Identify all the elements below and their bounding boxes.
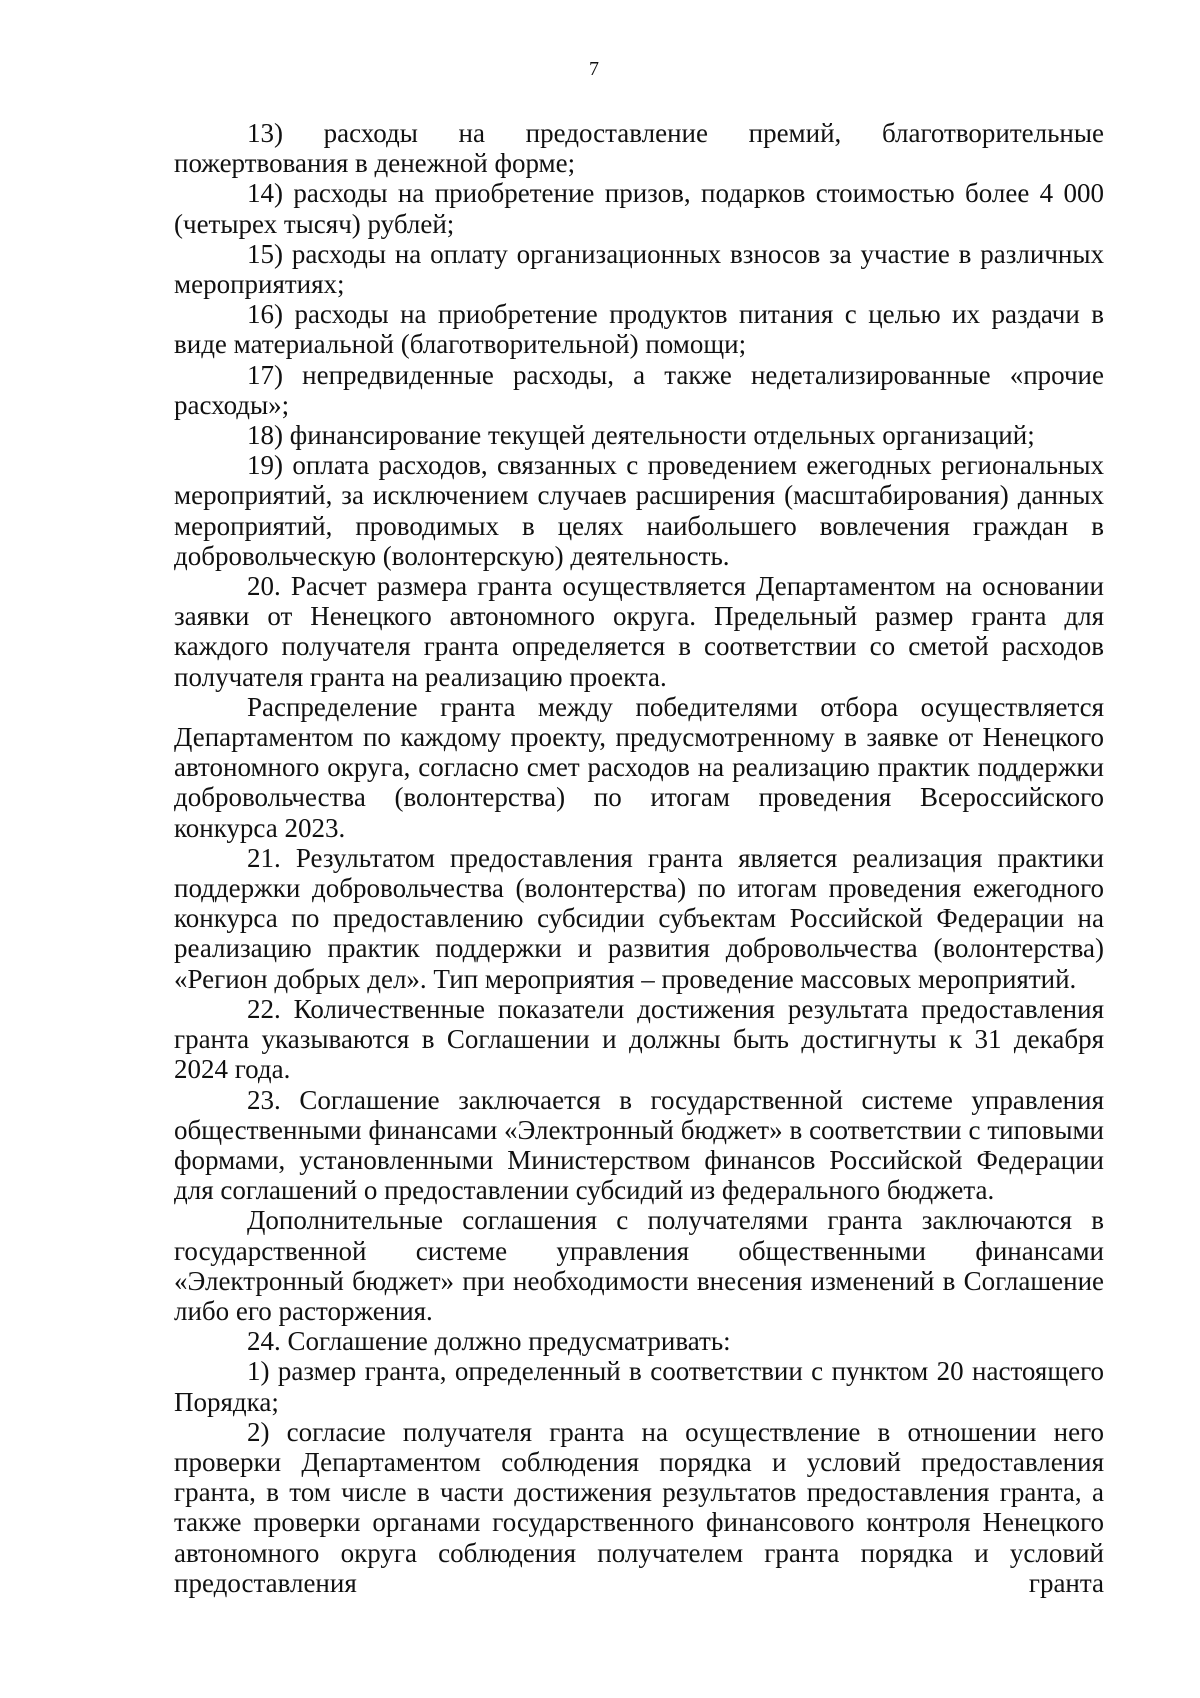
section-23: 23. Соглашение заключается в государственной системе управления общественными финансами «Электронный бюджет» в соответствии с типовыми формами, установленными Министерством финансов Российской Федерации для соглашений о предоставлении субсидий из федерального бюджета. [174, 1084, 1104, 1206]
section-20-distribution: Распределение гранта между победителями отбора осуществляется Департаментом по каждому проекту, предусмотренному в заявке от Ненецкого автономного округа, согласно смет расходов на реализацию практик поддержки добровольчества (волонтерства) по итогам проведения Всероссийского конкурса 2023. [174, 691, 1104, 843]
section-20: 20. Расчет размера гранта осуществляется Департаментом на основании заявки от Ненецкого автономного округа. Предельный размер гранта для каждого получателя гранта определяется в соответствии со сметой расходов получателя гранта на реализацию проекта. [174, 571, 1104, 692]
list-item-13: 13) расходы на предоставление премий, благотворительные пожертвования в денежной форме; [174, 118, 1104, 179]
section-23-additional: Дополнительные соглашения с получателями гранта заключаются в государственной системе управления общественными финансами «Электронный бюджет» при необходимости внесения изменений в Соглашение либо его расторжения. [174, 1205, 1104, 1326]
document-body [174, 118, 1104, 1598]
section-22: 22. Количественные показатели достижения результата предоставления гранта указываются в Соглашении и должны быть достигнуты к 31 декабря 2024 года. [174, 993, 1104, 1085]
list-item-15: 15) расходы на оплату организационных взносов за участие в различных мероприятиях; [174, 238, 1104, 300]
list-item-16: 16) расходы на приобретение продуктов питания с целью их раздачи в виде материальной (благотворительной) помощи; [174, 299, 1104, 360]
list-item-17: 17) непредвиденные расходы, а также недетализированные «прочие расходы»; [174, 359, 1104, 420]
section-24-item-1: 1) размер гранта, определенный в соответствии с пунктом 20 настоящего Порядка; [174, 1356, 1104, 1417]
list-item-19: 19) оплата расходов, связанных с проведением ежегодных региональных мероприятий, за исключением случаев расширения (масштабирования) данных мероприятий, проводимых в целях наибольшего вовлечения граждан в добровольческую (волонтерскую) деятельность. [174, 450, 1104, 571]
section-24: 24. Соглашение должно предусматривать: [247, 1326, 731, 1357]
section-24-item-2: 2) согласие получателя гранта на осуществление в отношении него проверки Департаментом соблюдения порядка и условий предоставления гранта, в том числе в части достижения результатов предоставления гранта, а также проверки органами государственного финансового контроля Ненецкого автономного округа соблюдения получателем гранта порядка и условий предоставления гранта [174, 1416, 1104, 1598]
section-21: 21. Результатом предоставления гранта является реализация практики поддержки добровольчества (волонтерства) по итогам проведения ежегодного конкурса по предоставлению субсидии субъектам Российской Федерации на реализацию практик поддержки и развития добровольчества (волонтерства) «Регион добрых дел». Тип мероприятия – проведение массовых мероприятий. [174, 842, 1104, 994]
list-item-14: 14) расходы на приобретение призов, подарков стоимостью более 4 000 (четырех тысяч) рублей; [174, 178, 1104, 239]
list-item-18: 18) финансирование текущей деятельности отдельных организаций; [247, 420, 1035, 451]
page-number: 7 [589, 58, 599, 80]
